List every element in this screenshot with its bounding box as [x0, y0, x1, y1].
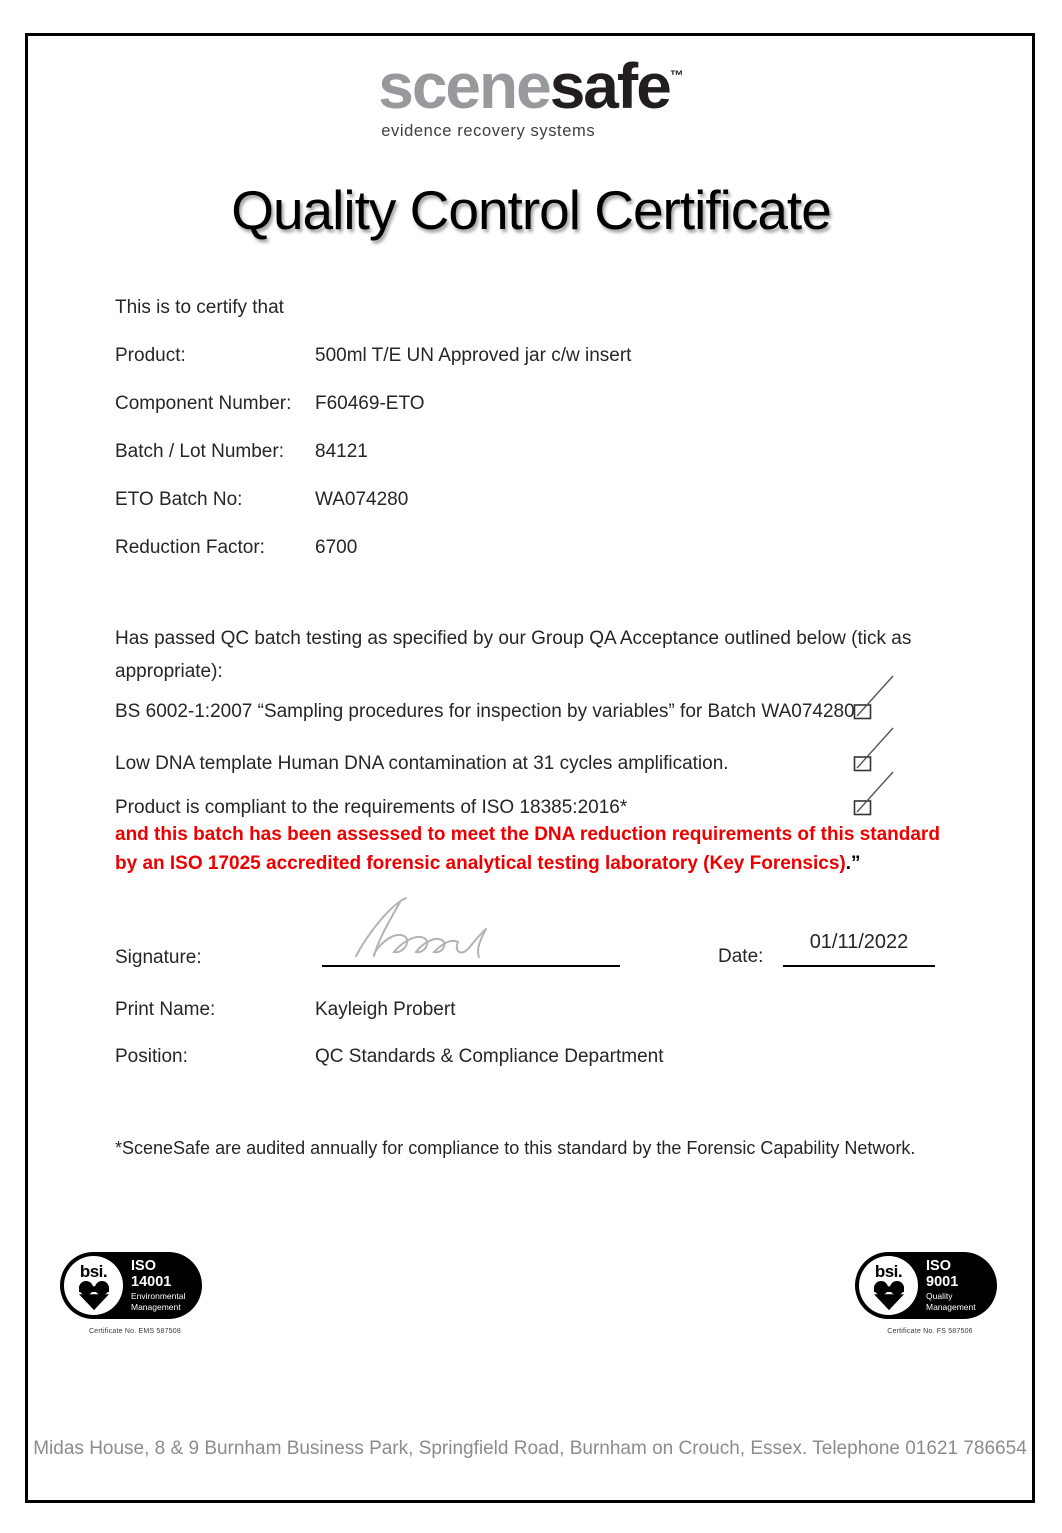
qa-acceptance-intro: Has passed QC batch testing as specified by our Group QA Acceptance outlined below (tick as appropriate):	[115, 628, 912, 682]
date-label: Date:	[718, 946, 764, 967]
red-note-text: and this batch has been assessed to meet the DNA reduction requirements of this standard by an ISO 17025 accredited forensic analytical testing laboratory (Key Forensics)	[115, 824, 940, 874]
certificate-number: Certificate No. EMS 587508	[89, 1328, 181, 1335]
iso-label: ISO	[131, 1257, 156, 1274]
field-row-product	[115, 344, 631, 369]
field-value: WA074280	[315, 489, 409, 510]
field-value: 500ml T/E UN Approved jar c/w insert	[315, 345, 632, 366]
signature-underline	[322, 947, 620, 967]
iso-desc-line1: Environmental	[131, 1291, 186, 1302]
date-value: 01/11/2022	[809, 931, 909, 953]
checkbox-ticked-icon	[853, 770, 895, 816]
field-label: Component Number:	[115, 393, 292, 414]
position-value: QC Standards & Compliance Department	[315, 1046, 664, 1067]
scenesafe-logo	[378, 50, 684, 141]
field-label: Product:	[115, 345, 186, 366]
check-statement-iso18385: Product is compliant to the requirements of ISO 18385:2016*	[115, 797, 628, 818]
bsi-iso14001-badge	[60, 1252, 210, 1335]
bsi-kitemark-circle	[859, 1256, 918, 1315]
print-name-value: Kayleigh Probert	[315, 999, 456, 1020]
date-underline	[783, 947, 935, 967]
bsi-badge-text	[926, 1258, 976, 1313]
iso-label: ISO	[926, 1257, 951, 1274]
field-row-batch-lot-number	[115, 440, 368, 465]
company-address-footer: Midas House, 8 & 9 Burnham Business Park, Springfield Road, Burnham on Crouch, Essex. Telephone 01621 786654	[33, 1438, 1027, 1459]
position-label: Position:	[115, 1046, 188, 1067]
bsi-badge-pill	[855, 1252, 997, 1319]
iso-desc-line1: Quality	[926, 1291, 953, 1302]
field-label: Reduction Factor:	[115, 537, 265, 558]
page-title: Quality Control Certificate	[231, 179, 831, 241]
checkbox-ticked-icon	[853, 674, 895, 720]
field-value: F60469-ETO	[315, 393, 425, 414]
red-note-suffix: .”	[845, 853, 861, 874]
field-row-eto-batch-no	[115, 488, 408, 513]
dna-reduction-red-note	[115, 820, 965, 878]
field-label: ETO Batch No:	[115, 489, 243, 510]
logo-word-safe: safe	[549, 50, 670, 122]
signature-label: Signature:	[115, 947, 202, 968]
position-row	[115, 1045, 664, 1070]
check-statement-bs6002: BS 6002-1:2007 “Sampling procedures for inspection by variables” for Batch WA074280	[115, 701, 855, 722]
field-value: 84121	[315, 441, 368, 462]
print-name-label: Print Name:	[115, 999, 216, 1020]
logo-word-scene: scene	[378, 50, 550, 122]
trademark-symbol: ™	[669, 67, 684, 83]
bsi-kitemark-icon	[76, 1281, 112, 1311]
bsi-badge-pill	[60, 1252, 202, 1319]
audit-footnote: *SceneSafe are audited annually for compliance to this standard by the Forensic Capability Network.	[115, 1138, 916, 1158]
field-value: 6700	[315, 537, 358, 558]
logo-tagline: evidence recovery systems	[381, 122, 596, 140]
logo-wordmark	[378, 50, 684, 122]
checkbox-ticked-icon	[853, 726, 895, 772]
field-row-component-number	[115, 392, 424, 417]
iso-number: 9001	[926, 1274, 959, 1291]
print-name-row	[115, 998, 455, 1023]
bsi-kitemark-circle	[64, 1256, 123, 1315]
field-label: Batch / Lot Number:	[115, 441, 284, 462]
iso-desc-line2: Management	[131, 1302, 181, 1313]
certificate-number: Certificate No. FS 587506	[887, 1328, 973, 1335]
field-row-reduction-factor	[115, 536, 357, 561]
iso-desc-line2: Management	[926, 1302, 976, 1313]
bsi-kitemark-icon	[871, 1281, 907, 1311]
bsi-iso9001-badge	[855, 1252, 1005, 1335]
iso-number: 14001	[131, 1274, 172, 1291]
check-statement-low-dna: Low DNA template Human DNA contamination at 31 cycles amplification.	[115, 753, 729, 774]
certify-intro-text: This is to certify that	[115, 297, 284, 318]
bsi-wordmark: bsi.	[874, 1262, 903, 1281]
bsi-badge-text	[131, 1258, 185, 1313]
bsi-wordmark: bsi.	[79, 1262, 108, 1281]
